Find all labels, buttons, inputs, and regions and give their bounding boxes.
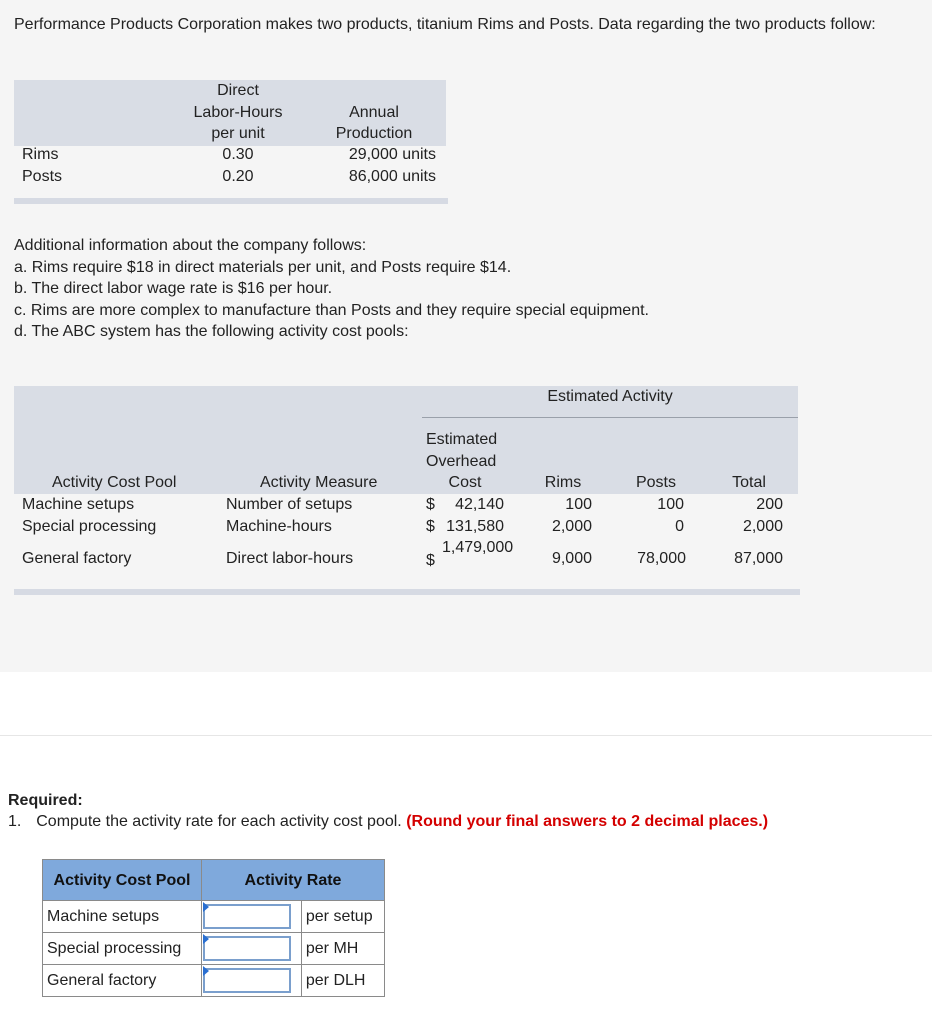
posts-special-processing: 0 (675, 517, 684, 535)
answer-input-cell (202, 965, 302, 997)
rate-input-general-factory[interactable] (203, 968, 291, 993)
intro-text: Performance Products Corporation makes two products, titanium Rims and Posts. Data regarding the two products follow: (14, 16, 876, 33)
answer-unit-general-factory: per DLH (301, 965, 384, 997)
production-header-line2: Production (335, 125, 413, 142)
pool-machine-setups: Machine setups (22, 496, 135, 513)
rims-machine-setups: 100 (565, 496, 592, 513)
rounding-instruction: (Round your final answers to 2 decimal places.) (406, 813, 769, 830)
cost-machine-setups: 42,140 (455, 496, 504, 513)
rims-special-processing: 2,000 (551, 517, 592, 535)
input-flag-icon (203, 902, 209, 912)
rate-input-special-processing[interactable] (203, 936, 291, 961)
dlh-header-line2: Labor-Hours (193, 103, 283, 121)
additional-info (14, 235, 894, 343)
total-special-processing: 2,000 (742, 517, 783, 535)
production-header-line1: Annual (349, 103, 399, 121)
answer-row-special-processing (43, 933, 385, 965)
activity-cost-table (14, 386, 798, 576)
total-machine-setups: 200 (756, 496, 783, 513)
pool-general-factory: General factory (22, 550, 132, 567)
measure-special-processing: Machine-hours (226, 517, 332, 535)
product-name-rims: Rims (22, 146, 59, 163)
cost-header (426, 429, 497, 472)
answer-header-pool: Activity Cost Pool (43, 860, 202, 901)
cost-special-processing: 131,580 (446, 517, 504, 535)
answer-row-general-factory (43, 965, 385, 997)
answer-input-cell (202, 901, 302, 933)
required-section (8, 790, 918, 832)
additional-item-a: a. Rims require $18 in direct materials per unit, and Posts require $14. (14, 258, 512, 276)
answer-input-cell (202, 933, 302, 965)
answer-table (42, 859, 385, 997)
posts-machine-setups: 100 (657, 496, 684, 513)
product-production-rims: 29,000 units (348, 146, 436, 163)
measure-general-factory: Direct labor-hours (226, 550, 354, 567)
answer-pool-general-factory: General factory (43, 965, 202, 997)
pool-header: Activity Cost Pool (52, 474, 177, 491)
dollar-general-factory: $ (426, 552, 435, 569)
measure-header: Activity Measure (260, 474, 378, 491)
dlh-header (176, 80, 300, 145)
product-dlh-posts: 0.20 (222, 168, 254, 185)
rate-input-machine-setups[interactable] (203, 904, 291, 929)
dollar-special-processing: $ (426, 517, 435, 535)
pool-special-processing: Special processing (22, 517, 157, 535)
question-number: 1. (8, 813, 22, 830)
products-table (14, 80, 446, 194)
additional-item-c: c. Rims are more complex to manufacture than Posts and they require special equipment. (14, 301, 649, 319)
section-divider (0, 735, 932, 736)
answer-pool-machine-setups: Machine setups (43, 901, 202, 933)
abc-table-rule (14, 589, 800, 595)
posts-general-factory: 78,000 (637, 550, 686, 567)
required-question (8, 811, 918, 832)
estimated-activity-rule (422, 417, 798, 418)
rims-header: Rims (544, 474, 582, 491)
additional-item-b: b. The direct labor wage rate is $16 per hour. (14, 280, 333, 298)
cost-general-factory: 1,479,000 (442, 539, 514, 556)
additional-item-d: d. The ABC system has the following activity cost pools: (14, 323, 409, 341)
product-name-posts: Posts (22, 168, 63, 185)
answer-header-rate: Activity Rate (202, 860, 385, 901)
cost-header-line3: Cost (448, 474, 482, 491)
dlh-header-line3: per unit (211, 125, 265, 142)
dlh-header-line1: Direct (217, 82, 259, 99)
estimated-activity-header: Estimated Activity (547, 388, 673, 405)
dollar-machine-setups: $ (426, 496, 435, 513)
rims-general-factory: 9,000 (551, 550, 592, 567)
required-title: Required: (8, 792, 83, 809)
measure-machine-setups: Number of setups (226, 496, 353, 513)
answer-unit-machine-setups: per setup (301, 901, 384, 933)
answer-pool-special-processing: Special processing (43, 933, 202, 965)
cost-header-line1: Estimated (426, 431, 498, 448)
answer-unit-special-processing: per MH (301, 933, 384, 965)
cost-header-line2: Overhead (426, 452, 497, 470)
product-production-posts: 86,000 units (348, 168, 436, 185)
production-header (322, 102, 426, 145)
product-dlh-rims: 0.30 (222, 146, 254, 163)
input-flag-icon (203, 966, 209, 976)
additional-heading: Additional information about the company follows: (14, 237, 367, 254)
total-header: Total (732, 474, 766, 491)
input-flag-icon (203, 934, 209, 944)
question-text: Compute the activity rate for each activity cost pool. (36, 813, 402, 830)
total-general-factory: 87,000 (734, 550, 783, 567)
answer-row-machine-setups (43, 901, 385, 933)
posts-header: Posts (635, 474, 676, 491)
products-table-rule (14, 198, 448, 204)
